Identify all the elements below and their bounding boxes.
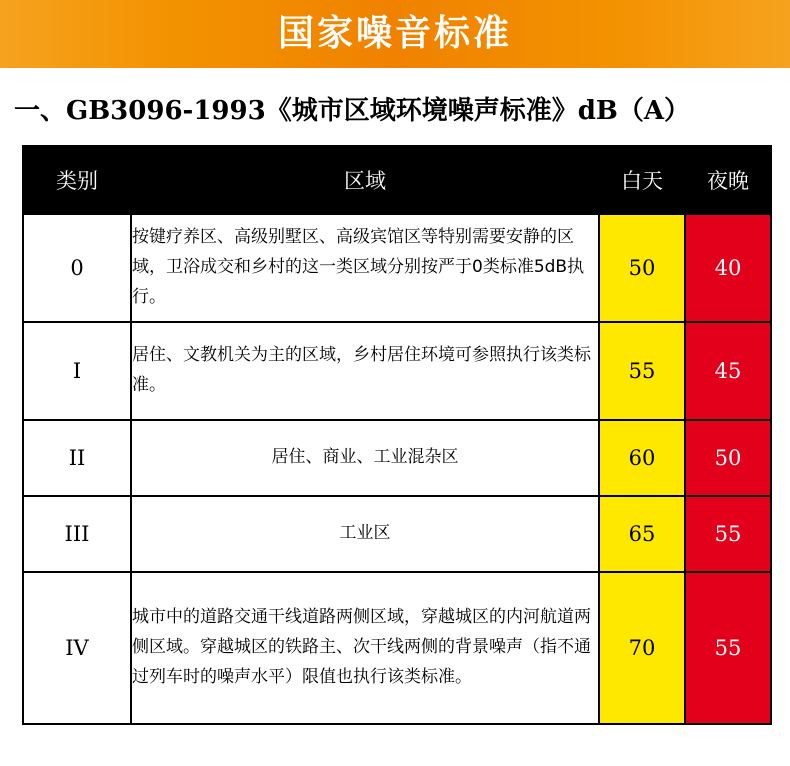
table-row [23, 214, 771, 322]
cell-night-value: 50 [685, 420, 771, 496]
cell-area: 按键疗养区、高级别墅区、高级宾馆区等特别需要安静的区域，卫浴成交和乡村的这一类区域分别按严于0类标准5dB执行。 [131, 214, 599, 322]
column-header-night: 夜晚 [685, 146, 771, 214]
cell-night-value: 40 [685, 214, 771, 322]
column-header-area: 区域 [131, 146, 599, 214]
cell-area: 居住、文教机关为主的区域，乡村居住环境可参照执行该类标准。 [131, 322, 599, 420]
cell-daytime-value: 50 [599, 214, 685, 322]
cell-night-value: 55 [685, 572, 771, 724]
table-row [23, 420, 771, 496]
cell-category: III [23, 496, 131, 572]
table-row [23, 322, 771, 420]
cell-night-value: 45 [685, 322, 771, 420]
section-heading: 一、GB3096-1993《城市区域环境噪声标准》dB（A） [14, 96, 691, 126]
cell-category: I [23, 322, 131, 420]
table-header [23, 146, 771, 214]
cell-category: II [23, 420, 131, 496]
column-header-daytime: 白天 [599, 146, 685, 214]
cell-night-value: 55 [685, 496, 771, 572]
table-header-row [23, 146, 771, 214]
cell-area: 工业区 [131, 496, 599, 572]
table-row [23, 572, 771, 724]
noise-standard-table-wrap [22, 145, 770, 725]
table-row [23, 496, 771, 572]
column-header-category: 类别 [23, 146, 131, 214]
noise-standard-table [22, 145, 772, 725]
cell-category: 0 [23, 214, 131, 322]
table-body [23, 214, 771, 724]
page-banner [0, 0, 790, 68]
cell-area: 居住、商业、工业混杂区 [131, 420, 599, 496]
page-title: 国家噪音标准 [277, 13, 512, 54]
cell-daytime-value: 55 [599, 322, 685, 420]
cell-daytime-value: 65 [599, 496, 685, 572]
cell-category: IV [23, 572, 131, 724]
cell-area: 城市中的道路交通干线道路两侧区域，穿越城区的内河航道两侧区域。穿越城区的铁路主、次干线两侧的背景噪声（指不通过列车时的噪声水平）限值也执行该类标准。 [131, 572, 599, 724]
cell-daytime-value: 60 [599, 420, 685, 496]
cell-daytime-value: 70 [599, 572, 685, 724]
